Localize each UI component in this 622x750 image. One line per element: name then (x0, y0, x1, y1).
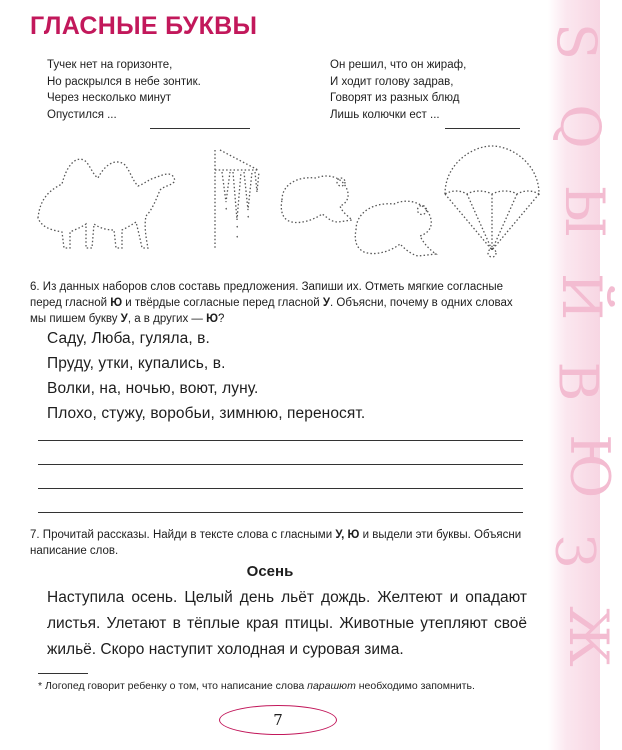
band-letter: Ж (556, 606, 620, 667)
task-text: . Объясни, почему в одних словах мы пишем букву (30, 297, 513, 325)
poem-right (330, 57, 466, 123)
task-text: Прочитай рассказы. Найди в тексте слова с гласными (42, 529, 336, 541)
task-text: Из данных наборов слов составь предложения. Запиши их. Отметь мягкие согласные перед гласной (30, 281, 504, 309)
task-text: ? (217, 313, 225, 325)
answer-line-left[interactable] (150, 128, 250, 129)
poem-line: Он решил, что он жираф, (330, 59, 467, 71)
writing-line[interactable] (38, 440, 523, 441)
band-letter: Ы (553, 184, 617, 239)
task-number: 6. (30, 281, 40, 293)
poem-left (47, 57, 201, 123)
writing-line[interactable] (38, 488, 523, 489)
bold-letter: Ю (110, 297, 123, 309)
task-text: и выдели эти буквы. Объясни написание слов. (30, 529, 522, 557)
answer-line-right[interactable] (445, 128, 520, 129)
task-text: и твёрдые согласные перед гласной (122, 297, 323, 309)
poem-line: Лишь колючки ест ... (330, 108, 440, 121)
word-set-3: Волки, на, ночью, воют, луну. (47, 380, 259, 397)
frogs-drawing (281, 176, 436, 256)
footnote-word: парашют (307, 680, 356, 692)
footnote-text: * Логопед говорит ребенку о том, что написание слова (38, 680, 308, 692)
band-letter: З (543, 534, 607, 569)
story-title: Осень (246, 563, 294, 580)
bold-letter: У (120, 313, 128, 325)
bold-letter: У, Ю (335, 529, 360, 541)
story-text (47, 585, 527, 663)
band-letter: Ю (558, 434, 622, 499)
band-letter: Q (548, 104, 612, 149)
task-text: , а в других — (127, 313, 207, 325)
poem-line: Через несколько минут (47, 92, 172, 104)
decorative-side-band (543, 0, 622, 750)
parachute-drawing (445, 146, 539, 257)
word-set-4: Плохо, стужу, воробьи, зимнюю, переносят. (47, 405, 366, 422)
dotted-pictures (30, 140, 530, 270)
task-7-instructions (30, 527, 530, 559)
task-6-instructions (30, 279, 530, 327)
poem-line: Говорят из разных блюд (330, 92, 460, 104)
footnote-text: необходимо запомнить. (355, 680, 475, 692)
camel-drawing (38, 159, 175, 248)
band-letter: Й (550, 272, 614, 321)
writing-line[interactable] (38, 512, 523, 513)
poem-line: Тучек нет на горизонте, (47, 59, 173, 71)
bold-letter: У (322, 297, 331, 309)
word-set-1: Саду, Люба, гуляла, в. (47, 330, 210, 347)
poem-line: Но раскрылся в небе зонтик. (47, 75, 201, 88)
page-title: ГЛАСНЫЕ БУКВЫ (30, 12, 258, 40)
word-set-2: Пруду, утки, купались, в. (47, 355, 226, 372)
band-letter: S (545, 23, 608, 60)
page-number: 7 (219, 705, 337, 735)
task-number: 7. (30, 529, 40, 541)
band-letter: В (546, 361, 610, 402)
bold-letter: Ю (206, 313, 218, 325)
writing-line[interactable] (38, 464, 523, 465)
footnote (38, 680, 475, 692)
story-paragraph: Наступила осень. Целый день льёт дождь. Желтеют и опадают листья. Улетают в тёплые края птицы. Животные утепляют своё жильё. Скоро наступит холодная и суровая зима. (47, 589, 527, 658)
poem-line: И ходит голову задрав, (330, 75, 454, 88)
footnote-rule (38, 673, 88, 674)
band-letters (543, 10, 622, 730)
poem-line: Опустился ... (47, 108, 117, 121)
icicles-drawing (215, 150, 259, 248)
